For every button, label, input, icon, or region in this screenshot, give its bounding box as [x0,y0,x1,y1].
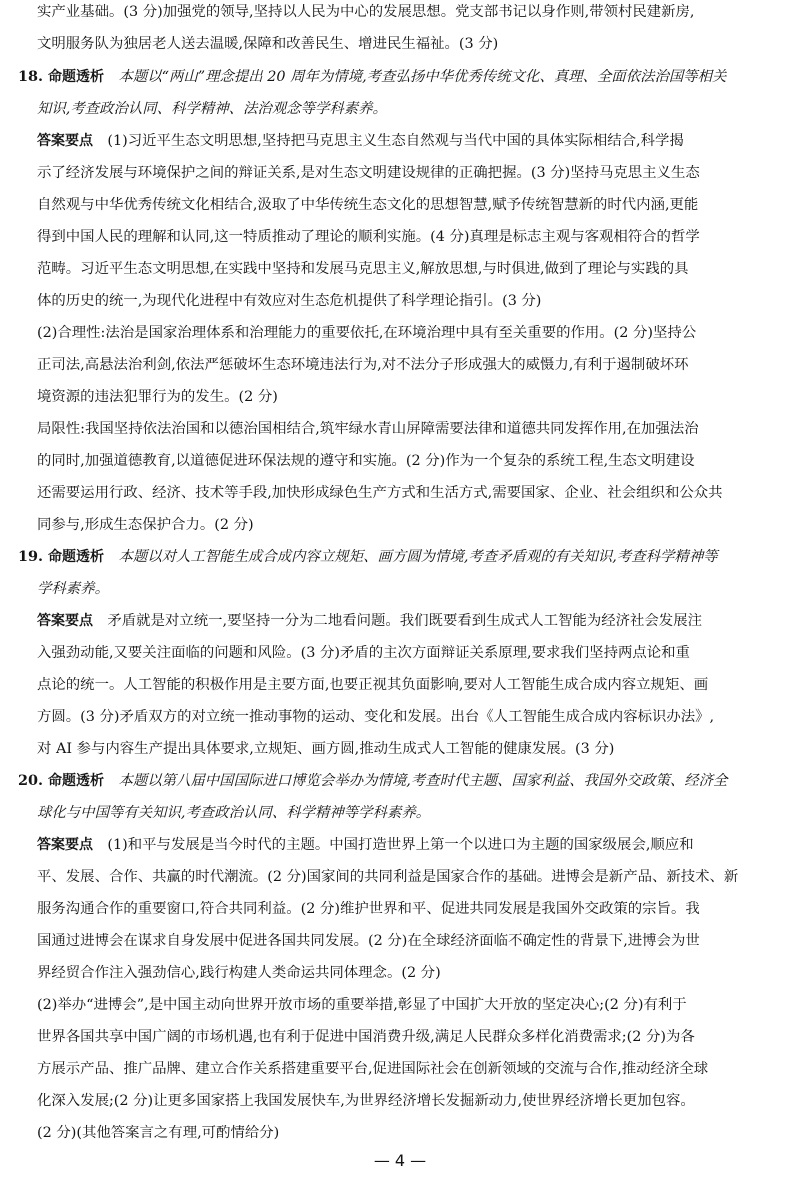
text-segment: 对 AI 参与内容生产提出具体要求,立规矩、画方圆,推动生成式人工智能的健康发展。(3 分) [37,741,615,757]
text-segment: 体的历史的统一,为现代化进程中有效应对生态危机提供了科学理论指引。(3 分) [37,293,542,309]
text-line [37,1090,695,1112]
text-segment: 学科素养。 [37,581,109,597]
section-label: 答案要点 [37,133,93,149]
text-segment: 的同时,加强道德教育,以道德促进环保法规的遵守和实施。(2 分)作为一个复杂的系统工程,生态文明建设 [37,453,695,469]
section-label: 命题透析 [48,549,105,565]
text-line [37,1026,695,1048]
text-line [37,642,690,664]
section-label: 答案要点 [37,613,93,629]
text-line [37,450,694,472]
section-label: 命题透析 [48,69,105,85]
text-line [37,33,498,55]
text-line [37,194,698,216]
section-label: 答案要点 [37,837,93,853]
text-segment: 同参与,形成生态保护合力。(2 分) [37,517,254,533]
text-segment: 国通过进博会在谋求自身发展中促进各国共同发展。(2 分)在全球经济面临不确定性的背景下,进博会为世 [37,933,700,949]
text-segment: 化深入发展;(2 分)让更多国家搭上我国发展快车,为世界经济增长发掘新动力,使世界经济增长更加包容。 [37,1093,695,1109]
question-number: 19. [18,548,49,565]
question-number: 20. [18,772,49,789]
text-segment: 点论的统一。人工智能的积极作用是主要方面,也要正视其负面影响,要对人工智能生成合成内容立规矩、画 [37,677,709,693]
text-segment: 方圆。(3 分)矛盾双方的对立统一推动事物的运动、变化和发展。出台《人工智能生成合成内容标识办法》, [37,709,715,725]
text-segment: 入强劲动能,又要关注面临的问题和风险。(3 分)矛盾的主次方面辩证关系原理,要求我们坚持两点论和重 [37,645,690,661]
text-line [37,898,700,920]
text-segment: 正司法,高悬法治利剑,依法严惩破坏生态环境违法行为,对不法分子形成强大的威慑力,有利于遏制破坏环 [37,357,689,373]
text-line [37,706,714,728]
text-segment: 矛盾就是对立统一,要坚持一分为二地看问题。我们既要看到生成式人工智能为经济社会发展注 [93,613,702,629]
text-line [37,738,614,760]
text-line [37,962,441,984]
text-segment: 自然观与中华优秀传统文化相结合,汲取了中华传统生态文化的思想智慧,赋予传统智慧新的时代内涵,更能 [37,197,699,213]
text-segment: 服务沟通合作的重要窗口,符合共同利益。(2 分)维护世界和平、促进共同发展是我国外交政策的宗旨。我 [37,901,700,917]
text-segment: 界经贸合作注入强劲信心,践行构建人类命运共同体理念。(2 分) [37,965,441,981]
text-segment: 范畴。习近平生态文明思想,在实践中坚持和发展马克思主义,解放思想,与时俱进,做到了理论与实践的具 [37,261,689,277]
question-number: 18. [18,68,49,85]
text-segment: 球化与中国等有关知识,考查政治认同、科学精神等学科素养。 [37,805,431,821]
text-line [18,770,727,792]
text-segment: 世界各国共享中国广阔的市场机遇,也有利于促进中国消费升级,满足人民群众多样化消费需求;(2 分)为各 [37,1029,695,1045]
text-line [37,1122,279,1144]
text-line [37,290,541,312]
text-line [37,226,700,248]
text-line [37,578,109,600]
text-line [37,130,684,152]
text-line [37,322,696,344]
text-line [37,1,694,23]
text-line [37,98,387,120]
text-segment: (2)举办“进博会”,是中国主动向世界开放市场的重要举措,彰显了中国扩大开放的坚定决心;(2 分)有利于 [37,997,687,1013]
text-line [37,930,700,952]
text-line [18,66,726,88]
text-line [37,610,702,632]
text-segment: 本题以对人工智能生成合成内容立规矩、画方圆为情境,考查矛盾观的有关知识,考查科学精神等 [104,549,718,565]
section-label: 命题透析 [48,773,105,789]
text-segment: 实产业基础。(3 分)加强党的领导,坚持以人民为中心的发展思想。党支部书记以身作则,带领村民建新房, [37,4,695,20]
text-segment: 得到中国人民的理解和认同,这一特质推动了理论的顺利实施。(4 分)真理是标志主观与客观相符合的哲学 [37,229,700,245]
text-line [37,1058,708,1080]
text-line [37,994,687,1016]
text-line [37,834,694,856]
text-line [18,546,718,568]
text-line [37,514,254,536]
text-line [37,386,278,408]
text-segment: 还需要运用行政、经济、技术等手段,加快形成绿色生产方式和生活方式,需要国家、企业、社会组织和公众共 [37,485,723,501]
text-line [37,354,689,376]
text-segment: 境资源的违法犯罪行为的发生。(2 分) [37,389,278,405]
text-segment: 本题以第八届中国国际进口博览会举办为情境,考查时代主题、国家利益、我国外交政策、经济全 [104,773,728,789]
text-segment: (1)和平与发展是当今时代的主题。中国打造世界上第一个以进口为主题的国家级展会,顺应和 [93,837,694,853]
text-line [37,162,700,184]
text-line [37,802,430,824]
text-line [37,418,699,440]
text-line [37,482,723,504]
text-segment: 方展示产品、推广品牌、建立合作关系搭建重要平台,促进国际社会在创新领域的交流与合作,推动经济全球 [37,1061,709,1077]
text-segment: 局限性:我国坚持依法治国和以德治国相结合,筑牢绿水青山屏障需要法律和道德共同发挥作用,在加强法治 [37,421,699,437]
text-segment: 文明服务队为独居老人送去温暖,保障和改善民生、增进民生福祉。(3 分) [37,36,499,52]
text-segment: 本题以“两山”理念提出 20 周年为情境,考查弘扬中华优秀传统文化、真理、全面依法治国等相关 [104,69,727,85]
text-line [37,866,738,888]
text-segment: (2 分)(其他答案言之有理,可酌情给分) [37,1125,280,1141]
text-segment: (2)合理性:法治是国家治理体系和治理能力的重要依托,在环境治理中具有至关重要的作用。(2 分)坚持公 [37,325,697,341]
text-segment: 平、发展、合作、共赢的时代潮流。(2 分)国家间的共同利益是国家合作的基础。进博会是新产品、新技术、新 [37,869,739,885]
text-line [37,674,708,696]
text-segment: (1)习近平生态文明思想,坚持把马克思主义生态自然观与当代中国的具体实际相结合,科学揭 [93,133,684,149]
text-segment: 知识,考查政治认同、科学精神、法治观念等学科素养。 [37,101,387,117]
text-segment: 示了经济发展与环境保护之间的辩证关系,是对生态文明建设规律的正确把握。(3 分)坚持马克思主义生态 [37,165,700,181]
text-line [37,258,689,280]
page-number: — 4 — [373,1151,427,1170]
